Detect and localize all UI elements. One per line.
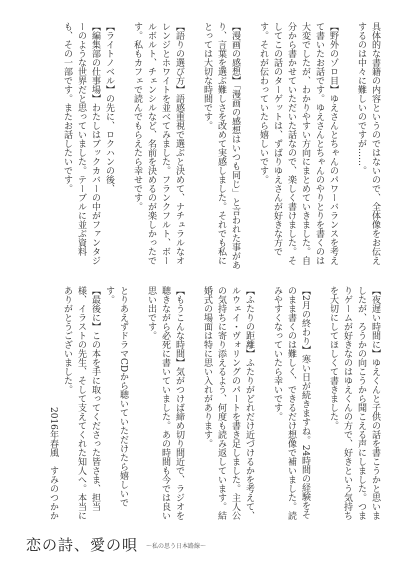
page-footer xyxy=(26,534,206,554)
afterword-paragraph: 【漫画の感想】「漫画の感想はいつも同じ」と言われた事があり、言葉を選ぶ難しさを改めて実感しました。それでも私にとっては大切な時間です。 xyxy=(202,22,240,270)
book-subtitle: 〜私の思う日本路線〜 xyxy=(146,543,207,550)
afterword-paragraph: 【野外のゾロ目】ゆえさんとちゃんのパワーバランスを考えて書いたお話です。ゆえさんとちゃんのやりとりを書くのは大変でしたが、わかりやすい方向にまとめていきました。自分から書かせていただいた話なので、楽しく書けました。そしてこの話のターゲットは、ずばりゆえさんが好きな方です。それが伝わっていたら嬉しいです。 xyxy=(258,22,338,265)
afterword-upper-text xyxy=(18,22,382,272)
afterword-paragraph: 【ライトノベル】の先に、ロクハンの後、 xyxy=(104,22,114,193)
afterword-paragraph: 【もうこんな時間】気がつけば締め切り間近で、ラジオを聴きながら必死に書いていました。あの時間も今では良い思い出です。 xyxy=(146,286,184,520)
afterword-paragraph: 具体的な書籍の内容というのではないので、全体像をお伝えするのは中々に難しいのですが……。 xyxy=(356,22,380,265)
afterword-paragraph: 【編集部の仕事場】わたしはブックカバーの中がファンタジーのような世界だと思っていました。テーブルに並ぶ資料も、その一部です。またお話したいです。 xyxy=(62,22,100,265)
afterword-paragraph: 【ふたりの距離】ふたりがどれだけ近づけるかを考えて、ルウェイ・ヴォリングのパートを書き足しました。主人公の気持ちに寄り添えるよう、何度も読み返しています。結婚式の場面は特に思い入れがあります。 xyxy=(202,286,254,520)
afterword-paragraph: 【最後に】この本を手に取ってくださった皆さま、担当様、イラストの先生、そして支えてくれた知人へ。本当にありがとうございました。 xyxy=(62,286,100,520)
afterword-paragraph: 【語りの選び方】語感重視で選ぶと決めて、ナチュラルなオレンジとホワイトを並べてみました。フランクフルト、ボールボルト、チェンシルなど、名前を決めるのが楽しかったです。私もカフェで読んでもらえたら幸せです。 xyxy=(132,22,184,265)
author-signature: 2016年春風 すみのつかか xyxy=(48,407,58,520)
afterword-paragraph: 【夜遅い時間に】ゆえくんと子供の話を書こうかと思いましたが、ろうかの向こうから聞こえる声にしました。つまりゲームが好きなのはゆえくんの方で、好きという気持ちを大切にしてほしくて書きました。 xyxy=(328,286,380,520)
book-title: 恋の詩、愛の唄 xyxy=(26,536,139,554)
afterword-lower-text xyxy=(18,286,382,520)
afterword-paragraph: 【2月の終わり】寒い日が続きますね。24時間の経験をそのまま書くのは難しく、できるだけ想像で補いました。読みやすくなっていたら幸いです。 xyxy=(272,286,310,520)
afterword-paragraph: とりあえずドラマCDから聴いていただけたら嬉しいです。 xyxy=(104,286,128,508)
